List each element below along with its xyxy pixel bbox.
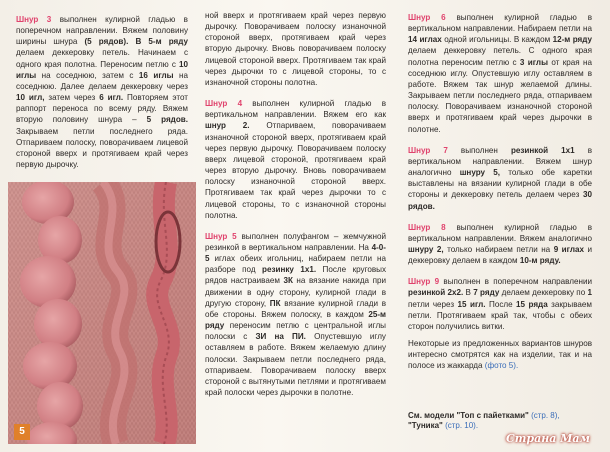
site-watermark: Страна Мам (506, 432, 590, 445)
shnur-3-continuation: ной вверх и протягиваем край через первую дырочку. Поворачиваем полоску изнаночной стороной вверх, протягиваем край через вторую дырочку. Вновь поворачиваем полоску лицевой стороной вверх. Протягиваем так край через дырочки то с лицевой стороны, то с изнаночной стороны полотна. (205, 11, 386, 87)
shnur-6-paragraph: Шнур 6 выполнен кулирной гладью в вертикальном направлении. Набираем петли на 14 иглах одной игольницы. В каждом 12-м ряду делаем деккеровку петель. С одного края полотна переносим петлю с 3 иглы от края на соседнюю иглу. Опустевшую иглу оставляем в работе. Вяжем так шнур желаемой длины. Закрываем петли последнего ряда, отпариваем полоску. Поворачиваем изнаночной стороной вверх и протягиваем край через дырочки в полотне. (408, 13, 593, 134)
shnur-3-paragraph: Шнур 3 выполнен кулирной гладью в поперечном направлении. Вяжем половину ширины шнура (5 рядов). В 5-м ряду делаем деккеровку петель. Начинаем с одного края полотна. Переносим петлю с 10 иглы на соседнюю, затем с 16 иглы на соседнюю. Далее делаем деккеровку через 10 игл, затем через 6 игл. Повторяем этот раппорт переноса по всему ряду. Вяжем вторую половину шнура – 5 рядов. Закрываем петли последнего ряда. Отпариваем полоску, поворачиваем лицевой стороной вверх и протягиваем край через первую дырочку. (16, 15, 188, 170)
column-right (408, 12, 592, 378)
shnur-5-title: Шнур 5 (205, 231, 237, 241)
photo-5-link[interactable]: (фото 5). (484, 361, 519, 371)
shnur-6-title: Шнур 6 (408, 13, 446, 22)
column-middle (205, 10, 386, 404)
middle-cord (103, 182, 124, 444)
shnur-3-title: Шнур 3 (16, 15, 52, 24)
note-paragraph: Некоторые из предложенных вариантов шнуров интересно смотрятся как на изделии, так и на полосе из жаккарда (фото 5). (408, 339, 592, 371)
shnur-7-paragraph: Шнур 7 выполнен резинкой 1x1 в вертикальном направлении. Вяжем шнур аналогично шнуру 5, только обе каретки выставлены на вязании кулирной глади в обе стороны и деккеровку петель делаем через 30 рядов. (408, 145, 593, 211)
column-left (16, 14, 188, 176)
shnur-8-paragraph: Шнур 8 выполнен кулирной гладью в вертикальном направлении. Вяжем аналогично шнуру 2, только набираем петли на 9 иглах и деккеровку делаем в каждом 10-м ряду. (408, 222, 593, 266)
knitted-cords-illustration (8, 182, 196, 444)
page-number: 5 (14, 424, 30, 440)
shnur-8-title: Шнур 8 (408, 222, 446, 232)
page-8-link[interactable]: (стр. 8), (531, 411, 560, 420)
shnur-9-paragraph: Шнур 9 выполнен в поперечном направлении резинкой 2x2. В 7 ряду делаем деккеровку по 1 петли через 15 игл. После 15 ряда закрываем петли. Протягиваем край так, чтобы с обеих сторон получились витки. (408, 277, 593, 331)
knitted-cords-photo (8, 182, 196, 444)
shnur-9-title: Шнур 9 (408, 277, 440, 287)
shnur-4-title: Шнур 4 (205, 99, 243, 109)
shnur-5-paragraph: Шнур 5 выполнен полуфангом – жемчужной резинкой в вертикальном направлении. На 4-0-5 иглах обеих игольниц, набираем петли на разборе под резинку 1x1. После круговых рядов настраиваем 3К на вязание накида при движении в одну сторону, кулирной глади в другую сторону, ПК вязание кулирной глади в обе стороны. Вяжем полоску, в каждом 25-м ряду переносим петлю с центральной иглы полоски с ЗИ на ПИ. Опустевшую иглу оставляем в работе. Вяжем желаемую длину полоски. Закрываем петли последнего ряда, отпариваем. Поворачиваем полоску вверх стороной с вытянутыми петлями и протягиваем край полоски через дырочки в полотне. (205, 231, 387, 397)
shnur-7-title: Шнур 7 (408, 145, 448, 155)
shnur-4-paragraph: Шнур 4 выполнен кулирной гладью в вертикальном направлении. Вяжем его как шнур 2. Отпариваем, поворачиваем изнаночной стороной вверх, протягиваем край через первую дырочку. Поворачиваем полоску вверх лицевой стороной, протягиваем край через вторую дырочку. Вновь поворачиваем полоску изнаночной стороной вверх. Протягиваем так край через дырочки то с лицевой стороны, то с изнаночной стороны полотна. (205, 99, 386, 220)
page-10-link[interactable]: (стр. 10). (445, 421, 479, 430)
see-models: См. модели "Топ с пайетками" (стр. 8), "Туника" (стр. 10). (408, 411, 560, 430)
